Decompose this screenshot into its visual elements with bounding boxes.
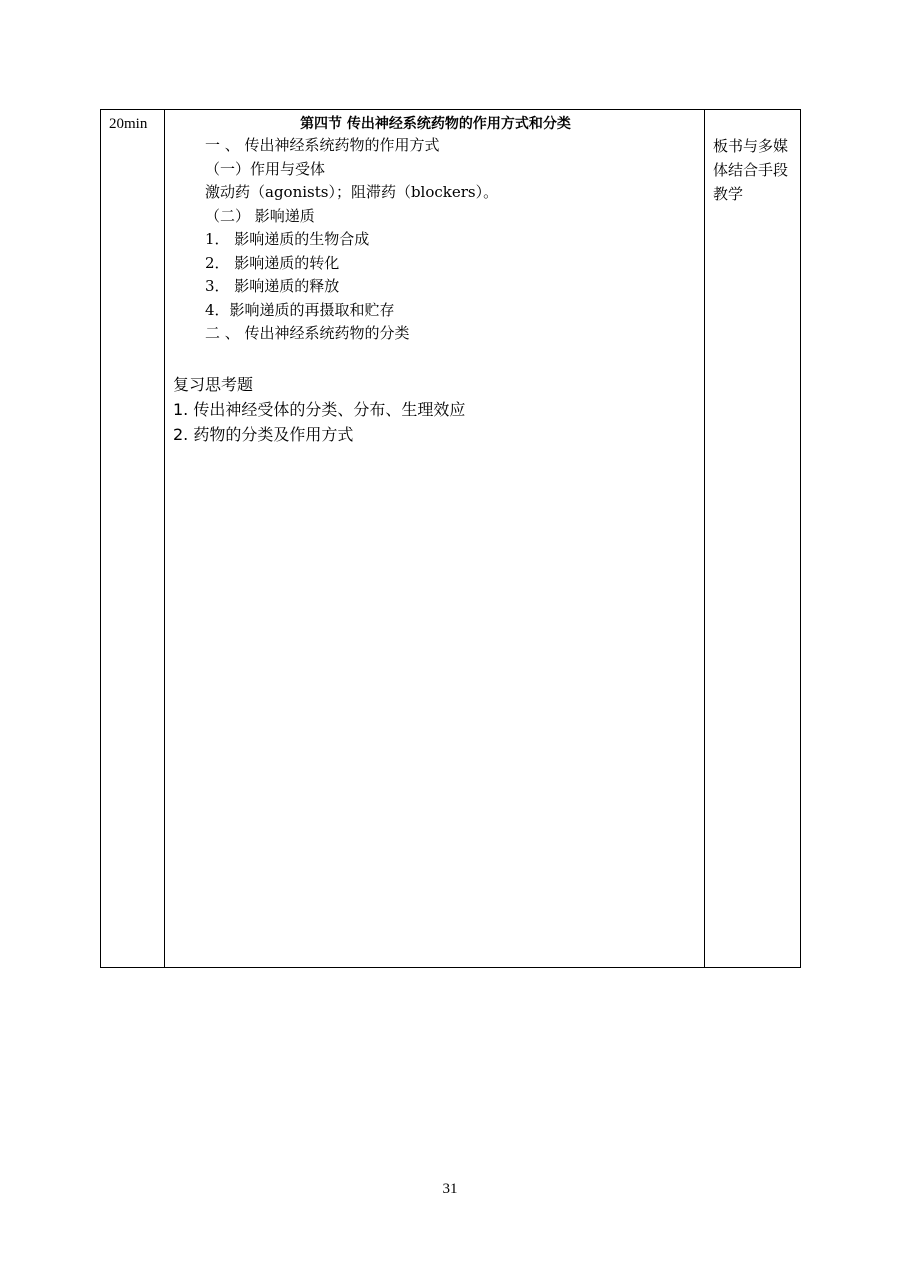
outline-heading-1: 一 、 传出神经系统药物的作用方式 — [205, 136, 440, 154]
teaching-method-cell — [713, 134, 797, 206]
method-line-3: 教学 — [713, 185, 744, 203]
method-line-1: 板书与多媒 — [713, 137, 789, 155]
column-divider-1 — [164, 110, 165, 967]
method-line-2: 体结合手段 — [713, 161, 789, 179]
review-heading: 复习思考题 — [173, 374, 254, 394]
outline-item-1: 1． 影响递质的生物合成 — [205, 230, 370, 248]
time-cell: 20min — [109, 116, 148, 132]
section-title: 第四节 传出神经系统药物的作用方式和分类 — [300, 116, 571, 132]
review-item-2: 2. 药物的分类及作用方式 — [173, 424, 354, 444]
outline-subheading-2: （二） 影响递质 — [205, 206, 315, 225]
content-cell — [173, 114, 698, 447]
outline-subheading-1: （一）作用与受体 — [205, 159, 326, 178]
outline-heading-2: 二 、 传出神经系统药物的分类 — [205, 324, 410, 342]
outline-item-2: 2． 影响递质的转化 — [205, 253, 340, 272]
review-item-1: 1. 传出神经受体的分类、分布、生理效应 — [173, 399, 466, 419]
outline-item-3: 3． 影响递质的释放 — [205, 277, 340, 295]
column-divider-2 — [704, 110, 705, 967]
page-number: 31 — [442, 1181, 458, 1197]
outline-item-4: 4．影响递质的再摄取和贮存 — [205, 300, 395, 319]
outline-text-agonists: 激动药（agonists）；阻滞药（blockers）。 — [205, 183, 499, 201]
lesson-table — [100, 109, 801, 968]
review-section — [173, 372, 698, 447]
